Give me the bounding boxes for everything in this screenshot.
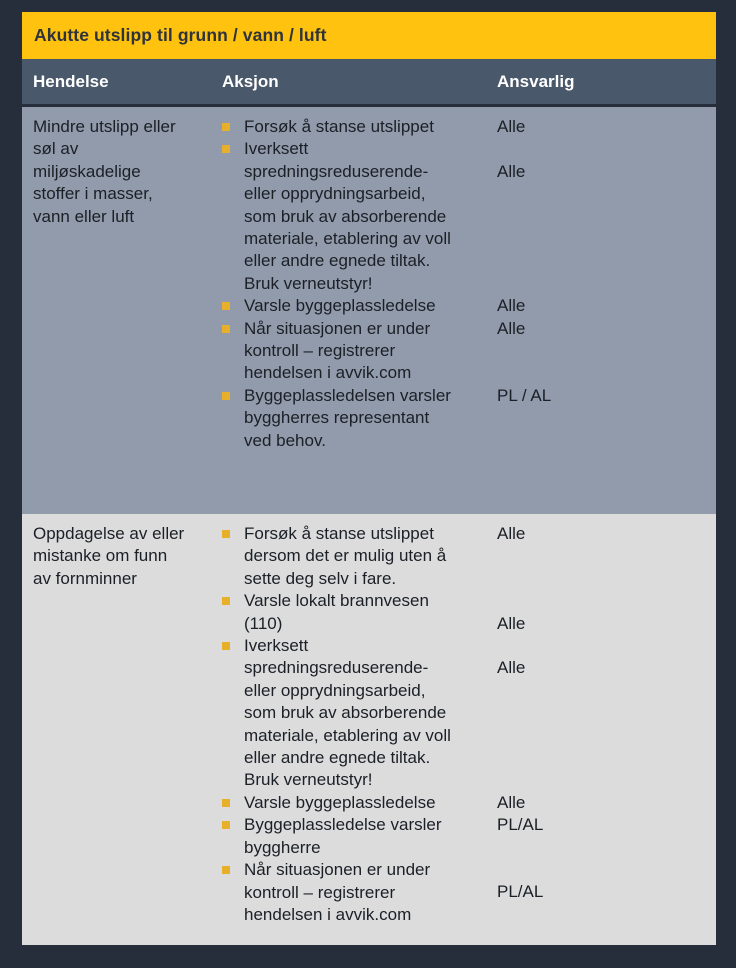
aksjon-line: Varsle byggeplassledelse [244,296,436,316]
aksjon-line: Byggeplassledelse varsler [244,815,442,835]
aksjon-line: byggherres representant [244,408,430,428]
table-row [22,514,716,945]
ansvarlig-label: PL / AL [497,385,552,405]
aksjon-line: dersom det er mulig uten å [244,546,447,566]
ansvarlig-label: Alle [497,117,526,136]
aksjon-line: Når situasjonen er under [244,318,431,338]
aksjon-item [222,138,716,295]
aksjon-line: Forsøk å stanse utslippet [244,524,434,543]
hendelse-line: av fornminner [33,568,137,588]
column-header-aksjon: Aksjon [222,71,279,91]
aksjon-text [244,590,497,635]
table-row [22,107,716,514]
hendelse-line: vann eller luft [33,206,135,226]
aksjon-line: spredningsreduserende- [244,658,429,678]
ansvarlig-label: Alle [497,658,526,678]
aksjon-line: byggherre [244,837,321,857]
bullet-icon [222,302,230,310]
aksjon-text [244,635,497,792]
aksjon-text [244,385,497,452]
aksjon-line: eller opprydningsarbeid, [244,184,426,204]
table-title: Akutte utslipp til grunn / vann / luft [34,25,327,45]
aksjon-item [222,318,716,385]
bullet-icon [222,821,230,829]
aksjon-item [222,792,716,814]
hendelse-cell [22,523,222,945]
aksjon-cell [222,523,716,945]
aksjon-line: materiale, etablering av voll [244,725,451,745]
aksjon-line: Iverksett [244,636,309,656]
ansvarlig-label: Alle [497,318,526,338]
aksjon-line: spredningsreduserende- [244,161,429,181]
hendelse-line: miljøskadelige [33,161,141,181]
aksjon-text [244,116,497,138]
aksjon-item [222,814,716,859]
ansvarlig-label: Alle [497,161,526,181]
hendelse-cell [22,116,222,514]
aksjon-line: som bruk av absorberende [244,703,447,723]
table-body [22,107,716,945]
aksjon-line: Varsle byggeplassledelse [244,792,436,812]
aksjon-line: Varsle lokalt brannvesen [244,591,429,611]
hendelse-line: søl av [33,139,79,159]
aksjon-text [244,138,497,295]
aksjon-item [222,590,716,635]
bullet-icon [222,325,230,333]
aksjon-line: (110) [244,613,283,633]
aksjon-line: eller andre egnede tiltak. [244,748,431,768]
bullet-icon [222,866,230,874]
aksjon-line: Iverksett [244,139,309,159]
aksjon-text [244,295,497,317]
aksjon-line: kontroll – registrerer [244,882,396,902]
bullet-icon [222,123,230,131]
aksjon-line: hendelsen i avvik.com [244,363,412,383]
aksjon-line: kontroll – registrerer [244,341,396,361]
aksjon-text [244,523,497,590]
aksjon-item [222,385,716,452]
aksjon-item [222,116,716,138]
aksjon-line: Bruk verneutstyr! [244,770,373,790]
aksjon-line: hendelsen i avvik.com [244,904,412,924]
bullet-icon [222,799,230,807]
bullet-icon [222,642,230,650]
aksjon-cell [222,116,716,514]
aksjon-line: som bruk av absorberende [244,206,447,226]
bullet-icon [222,145,230,153]
bullet-icon [222,392,230,400]
ansvarlig-label: Alle [497,613,526,633]
ansvarlig-label: Alle [497,792,526,812]
table-header-row [22,59,716,104]
emergency-action-table [22,12,716,945]
aksjon-item [222,859,716,926]
bullet-icon [222,597,230,605]
aksjon-line: Forsøk å stanse utslippet [244,117,434,136]
bullet-icon [222,530,230,538]
ansvarlig-label: PL/AL [497,815,544,835]
column-header-ansvarlig: Ansvarlig [497,71,575,91]
aksjon-line: Bruk verneutstyr! [244,273,373,293]
aksjon-text [244,859,497,926]
ansvarlig-label: Alle [497,524,526,543]
hendelse-line: stoffer i masser, [33,184,153,204]
aksjon-line: Når situasjonen er under [244,860,431,880]
hendelse-line: Oppdagelse av eller [33,524,185,543]
column-header-hendelse: Hendelse [33,71,109,91]
aksjon-item [222,635,716,792]
aksjon-line: materiale, etablering av voll [244,229,451,249]
ansvarlig-label: PL/AL [497,882,544,902]
aksjon-line: ved behov. [244,430,326,450]
hendelse-line: mistanke om funn [33,546,168,566]
ansvarlig-label: Alle [497,296,526,316]
aksjon-text [244,814,497,859]
aksjon-item [222,523,716,590]
table-title-bar [22,12,716,59]
aksjon-line: sette deg selv i fare. [244,568,397,588]
aksjon-text [244,792,497,814]
aksjon-item [222,295,716,317]
aksjon-line: eller andre egnede tiltak. [244,251,431,271]
aksjon-line: Byggeplassledelsen varsler [244,385,451,405]
aksjon-text [244,318,497,385]
aksjon-line: eller opprydningsarbeid, [244,680,426,700]
hendelse-line: Mindre utslipp eller [33,117,176,136]
